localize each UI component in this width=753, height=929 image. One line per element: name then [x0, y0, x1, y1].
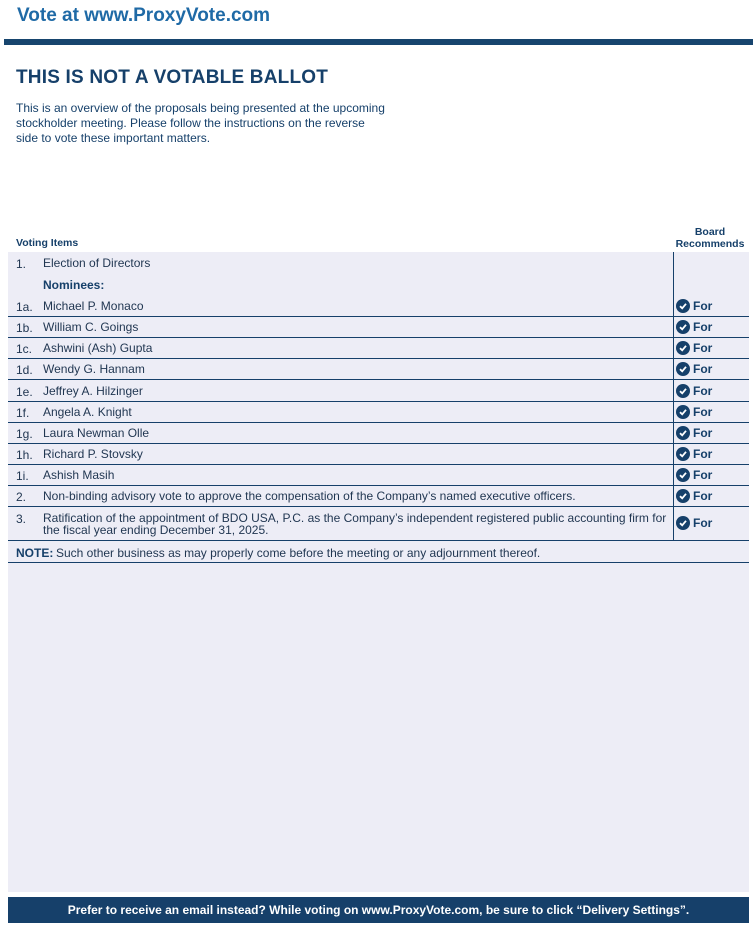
check-circle-icon: [676, 426, 690, 440]
recommendation-label: For: [693, 384, 713, 398]
item-text: Jeffrey A. Hilzinger: [43, 384, 143, 398]
board-recommends-header: [672, 226, 748, 250]
item-text: Ashwini (Ash) Gupta: [43, 341, 153, 355]
recommendation: [676, 362, 712, 376]
table-row: [8, 465, 749, 486]
table-row: [8, 507, 749, 541]
recommendation-label: For: [693, 426, 713, 440]
item-text: Angela A. Knight: [43, 405, 132, 419]
nominees-label: Nominees:: [43, 278, 105, 292]
voting-items-header: Voting Items: [16, 237, 79, 249]
item-number: 1b.: [16, 321, 33, 335]
recommendation: [676, 341, 712, 355]
item-text: William C. Goings: [43, 320, 139, 334]
item-text: Ratification of the appointment of BDO USA, P.C. as the Company’s independent registered public accounting firm for the fiscal year ending December 31, 2025.: [43, 511, 667, 537]
recommendation-label: For: [693, 468, 713, 482]
recommendation: [676, 516, 712, 530]
table-row: [8, 296, 749, 317]
item-number: 1.: [16, 257, 27, 271]
item-number: 1f.: [16, 406, 30, 420]
ballot-title: THIS IS NOT A VOTABLE BALLOT: [16, 67, 329, 88]
recommendation: [676, 299, 712, 313]
recommendation: [676, 447, 712, 461]
item-text: Ashish Masih: [43, 468, 115, 482]
table-row: [8, 423, 749, 444]
note-label: NOTE:: [16, 546, 54, 560]
check-circle-icon: [676, 384, 690, 398]
header-divider: [4, 39, 753, 45]
item-number: 1a.: [16, 300, 33, 314]
table-row: [8, 380, 749, 402]
footer-banner: Prefer to receive an email instead? While voting on www.ProxyVote.com, be sure to click “Delivery Settings”.: [8, 897, 749, 923]
item-text: Laura Newman Olle: [43, 426, 150, 440]
recommendation-label: For: [693, 489, 713, 503]
check-circle-icon: [676, 341, 690, 355]
list-item: [8, 279, 749, 297]
header-title: Vote at www.ProxyVote.com: [17, 5, 271, 26]
recommendation: [676, 426, 712, 440]
table-row: [8, 338, 749, 359]
recommendation: [676, 320, 712, 334]
table-row: [8, 444, 749, 465]
item-number: 1d.: [16, 363, 33, 377]
recommendation: [676, 468, 712, 482]
item-text: Michael P. Monaco: [43, 299, 144, 313]
item-number: 1h.: [16, 448, 33, 462]
check-circle-icon: [676, 447, 690, 461]
table-row: [8, 486, 749, 507]
board-recommends-line2: Recommends: [675, 238, 745, 250]
item-number: 1c.: [16, 342, 33, 356]
recommendation: [676, 489, 712, 503]
item-number: 1e.: [16, 385, 33, 399]
board-recommends-line1: Board: [694, 226, 726, 238]
check-circle-icon: [676, 516, 690, 530]
recommendation: [676, 384, 712, 398]
recommendation-label: For: [693, 362, 713, 376]
recommendation-label: For: [693, 320, 713, 334]
recommendation-label: For: [693, 341, 713, 355]
recommendation: [676, 405, 712, 419]
recommendation-label: For: [693, 299, 713, 313]
check-circle-icon: [676, 362, 690, 376]
check-circle-icon: [676, 489, 690, 503]
item-text: Wendy G. Hannam: [43, 362, 145, 376]
item-text: Non-binding advisory vote to approve the compensation of the Company’s named executive officers.: [43, 489, 576, 503]
check-circle-icon: [676, 468, 690, 482]
item-number: 2.: [16, 490, 27, 504]
table-row: [8, 402, 749, 423]
item-number: 1i.: [16, 469, 29, 483]
note-text: Such other business as may properly come before the meeting or any adjournment thereof.: [56, 546, 541, 560]
recommendation-label: For: [693, 405, 713, 419]
item-number: 3.: [16, 512, 27, 526]
note-row: [8, 541, 749, 563]
check-circle-icon: [676, 405, 690, 419]
recommendation-label: For: [693, 516, 713, 530]
item-text: Richard P. Stovsky: [43, 447, 143, 461]
item-text: Election of Directors: [43, 256, 151, 270]
check-circle-icon: [676, 299, 690, 313]
ballot-intro: This is an overview of the proposals being presented at the upcoming stockholder meeting. Please follow the instructions on the reverse side to vote these important matters.: [16, 101, 385, 145]
table-row: [8, 359, 749, 380]
item-number: 1g.: [16, 427, 33, 441]
check-circle-icon: [676, 320, 690, 334]
recommendation-label: For: [693, 447, 713, 461]
table-row: [8, 317, 749, 338]
list-item: [8, 257, 749, 275]
